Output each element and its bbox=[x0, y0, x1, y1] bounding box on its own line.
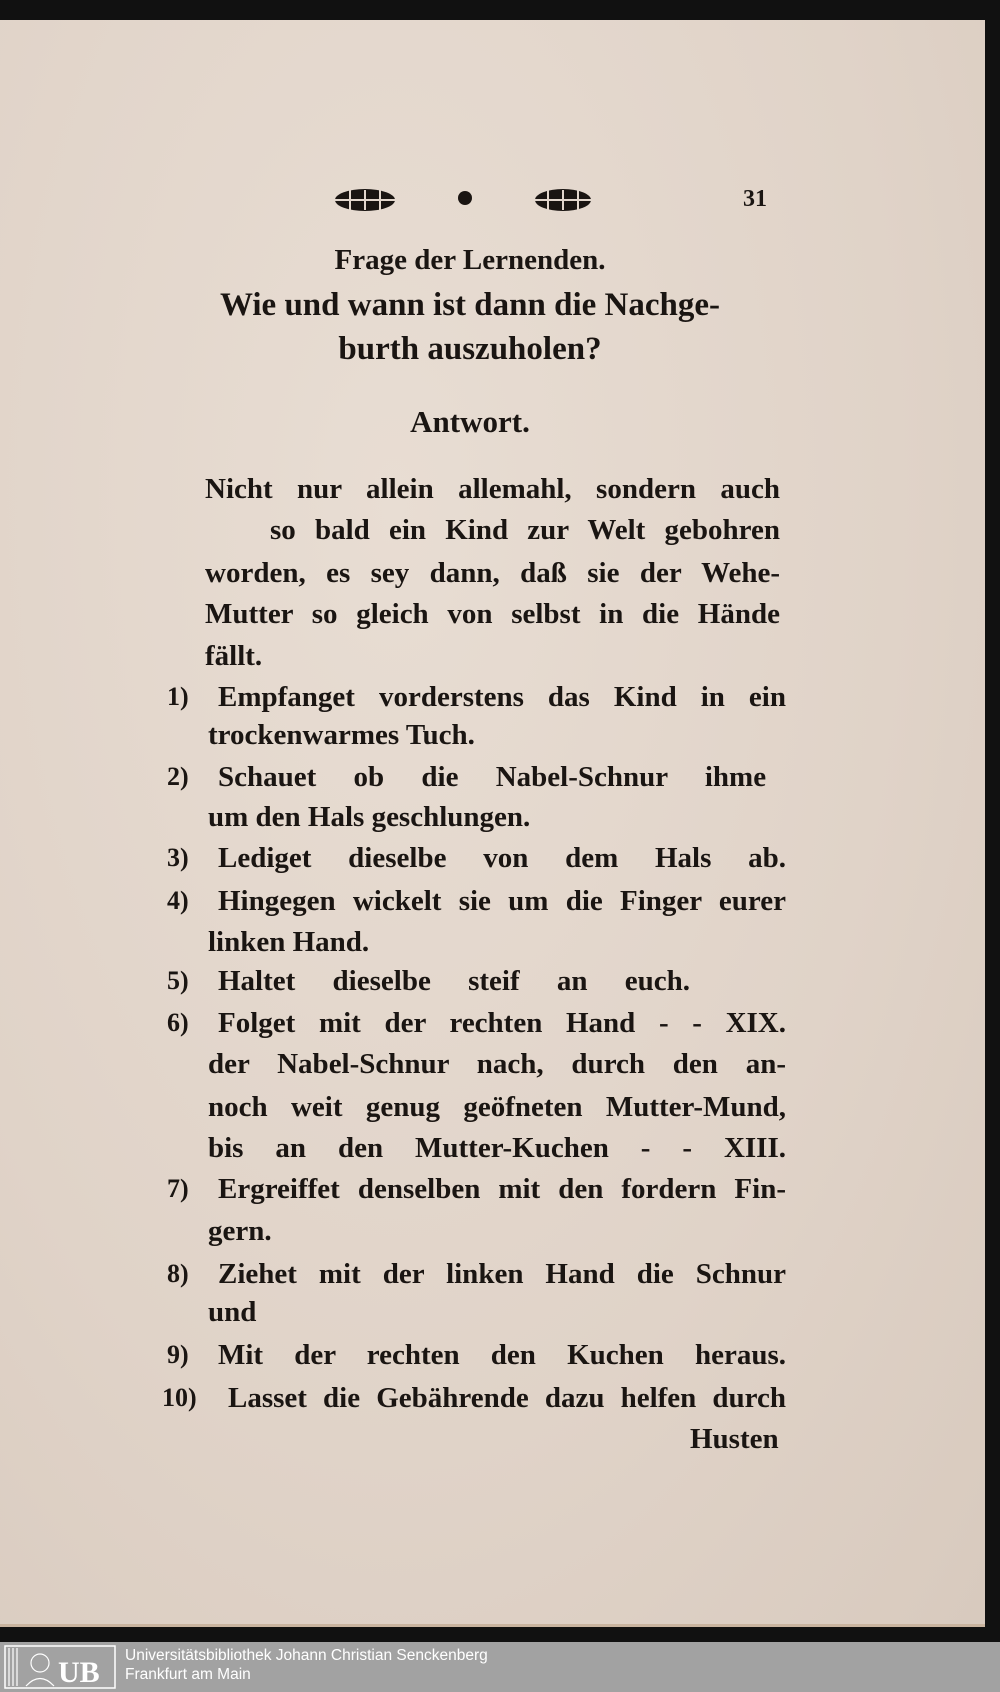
intro-line: Nicht nur allein allemahl, sondern auch bbox=[205, 473, 780, 505]
step-line: bis an den Mutter-Kuchen - - XIII. bbox=[208, 1132, 786, 1164]
step-number: 9) bbox=[167, 1340, 189, 1369]
catchword: Husten bbox=[690, 1423, 779, 1455]
step-number: 3) bbox=[167, 843, 189, 872]
answer-heading: Antwort. bbox=[410, 404, 530, 439]
step-line: Lasset die Gebährende dazu helfen durch bbox=[228, 1382, 786, 1414]
library-logo bbox=[4, 1645, 116, 1689]
step-number: 4) bbox=[167, 886, 189, 915]
footer-bar bbox=[0, 1642, 1000, 1692]
step-number: 7) bbox=[167, 1174, 189, 1203]
step-line: und bbox=[208, 1296, 257, 1328]
institution-name: Universitätsbibliothek Johann Christian Senckenberg bbox=[125, 1647, 488, 1664]
step-line: um den Hals geschlungen. bbox=[208, 801, 531, 833]
step-line: Ergreiffet denselben mit den fordern Fin- bbox=[218, 1173, 786, 1205]
step-line: Empfanget vorderstens das Kind in ein bbox=[218, 681, 786, 713]
step-line: Hingegen wickelt sie um die Finger eurer bbox=[218, 885, 786, 917]
step-line: Mit der rechten den Kuchen heraus. bbox=[218, 1339, 786, 1371]
step-line: Haltet dieselbe steif an euch. bbox=[218, 965, 690, 997]
institution-city: Frankfurt am Main bbox=[125, 1666, 251, 1683]
step-line: Schauet ob die Nabel-Schnur ihme bbox=[218, 761, 767, 793]
step-number: 5) bbox=[167, 966, 189, 995]
intro-line: fällt. bbox=[205, 640, 263, 672]
ornament-icon bbox=[330, 186, 600, 214]
step-number: 10) bbox=[162, 1383, 197, 1412]
step-line: Lediget dieselbe von dem Hals ab. bbox=[218, 842, 786, 874]
intro-line: Mutter so gleich von selbst in die Hände bbox=[205, 598, 780, 630]
step-number: 1) bbox=[167, 682, 189, 711]
heading-line: burth auszuholen? bbox=[338, 331, 602, 367]
step-number: 6) bbox=[167, 1008, 189, 1037]
step-line: Folget mit der rechten Hand - - XIX. bbox=[218, 1007, 786, 1039]
step-number: 2) bbox=[167, 762, 189, 791]
step-line: gern. bbox=[208, 1215, 272, 1247]
step-line: der Nabel-Schnur nach, durch den an- bbox=[208, 1048, 786, 1080]
step-line: trockenwarmes Tuch. bbox=[208, 719, 475, 751]
step-line: linken Hand. bbox=[208, 926, 370, 958]
svg-text:UB: UB bbox=[58, 1656, 100, 1689]
step-line: Ziehet mit der linken Hand die Schnur bbox=[218, 1258, 786, 1290]
heading-line: Wie und wann ist dann die Nachge- bbox=[219, 287, 720, 323]
step-number: 8) bbox=[167, 1259, 189, 1288]
page-number: 31 bbox=[743, 186, 767, 212]
intro-line: worden, es sey dann, daß sie der Wehe- bbox=[205, 557, 780, 589]
intro-line: so bald ein Kind zur Welt gebohren bbox=[270, 514, 780, 546]
heading-line: Frage der Lernenden. bbox=[334, 244, 606, 276]
step-line: noch weit genug geöfneten Mutter-Mund, bbox=[208, 1091, 786, 1123]
